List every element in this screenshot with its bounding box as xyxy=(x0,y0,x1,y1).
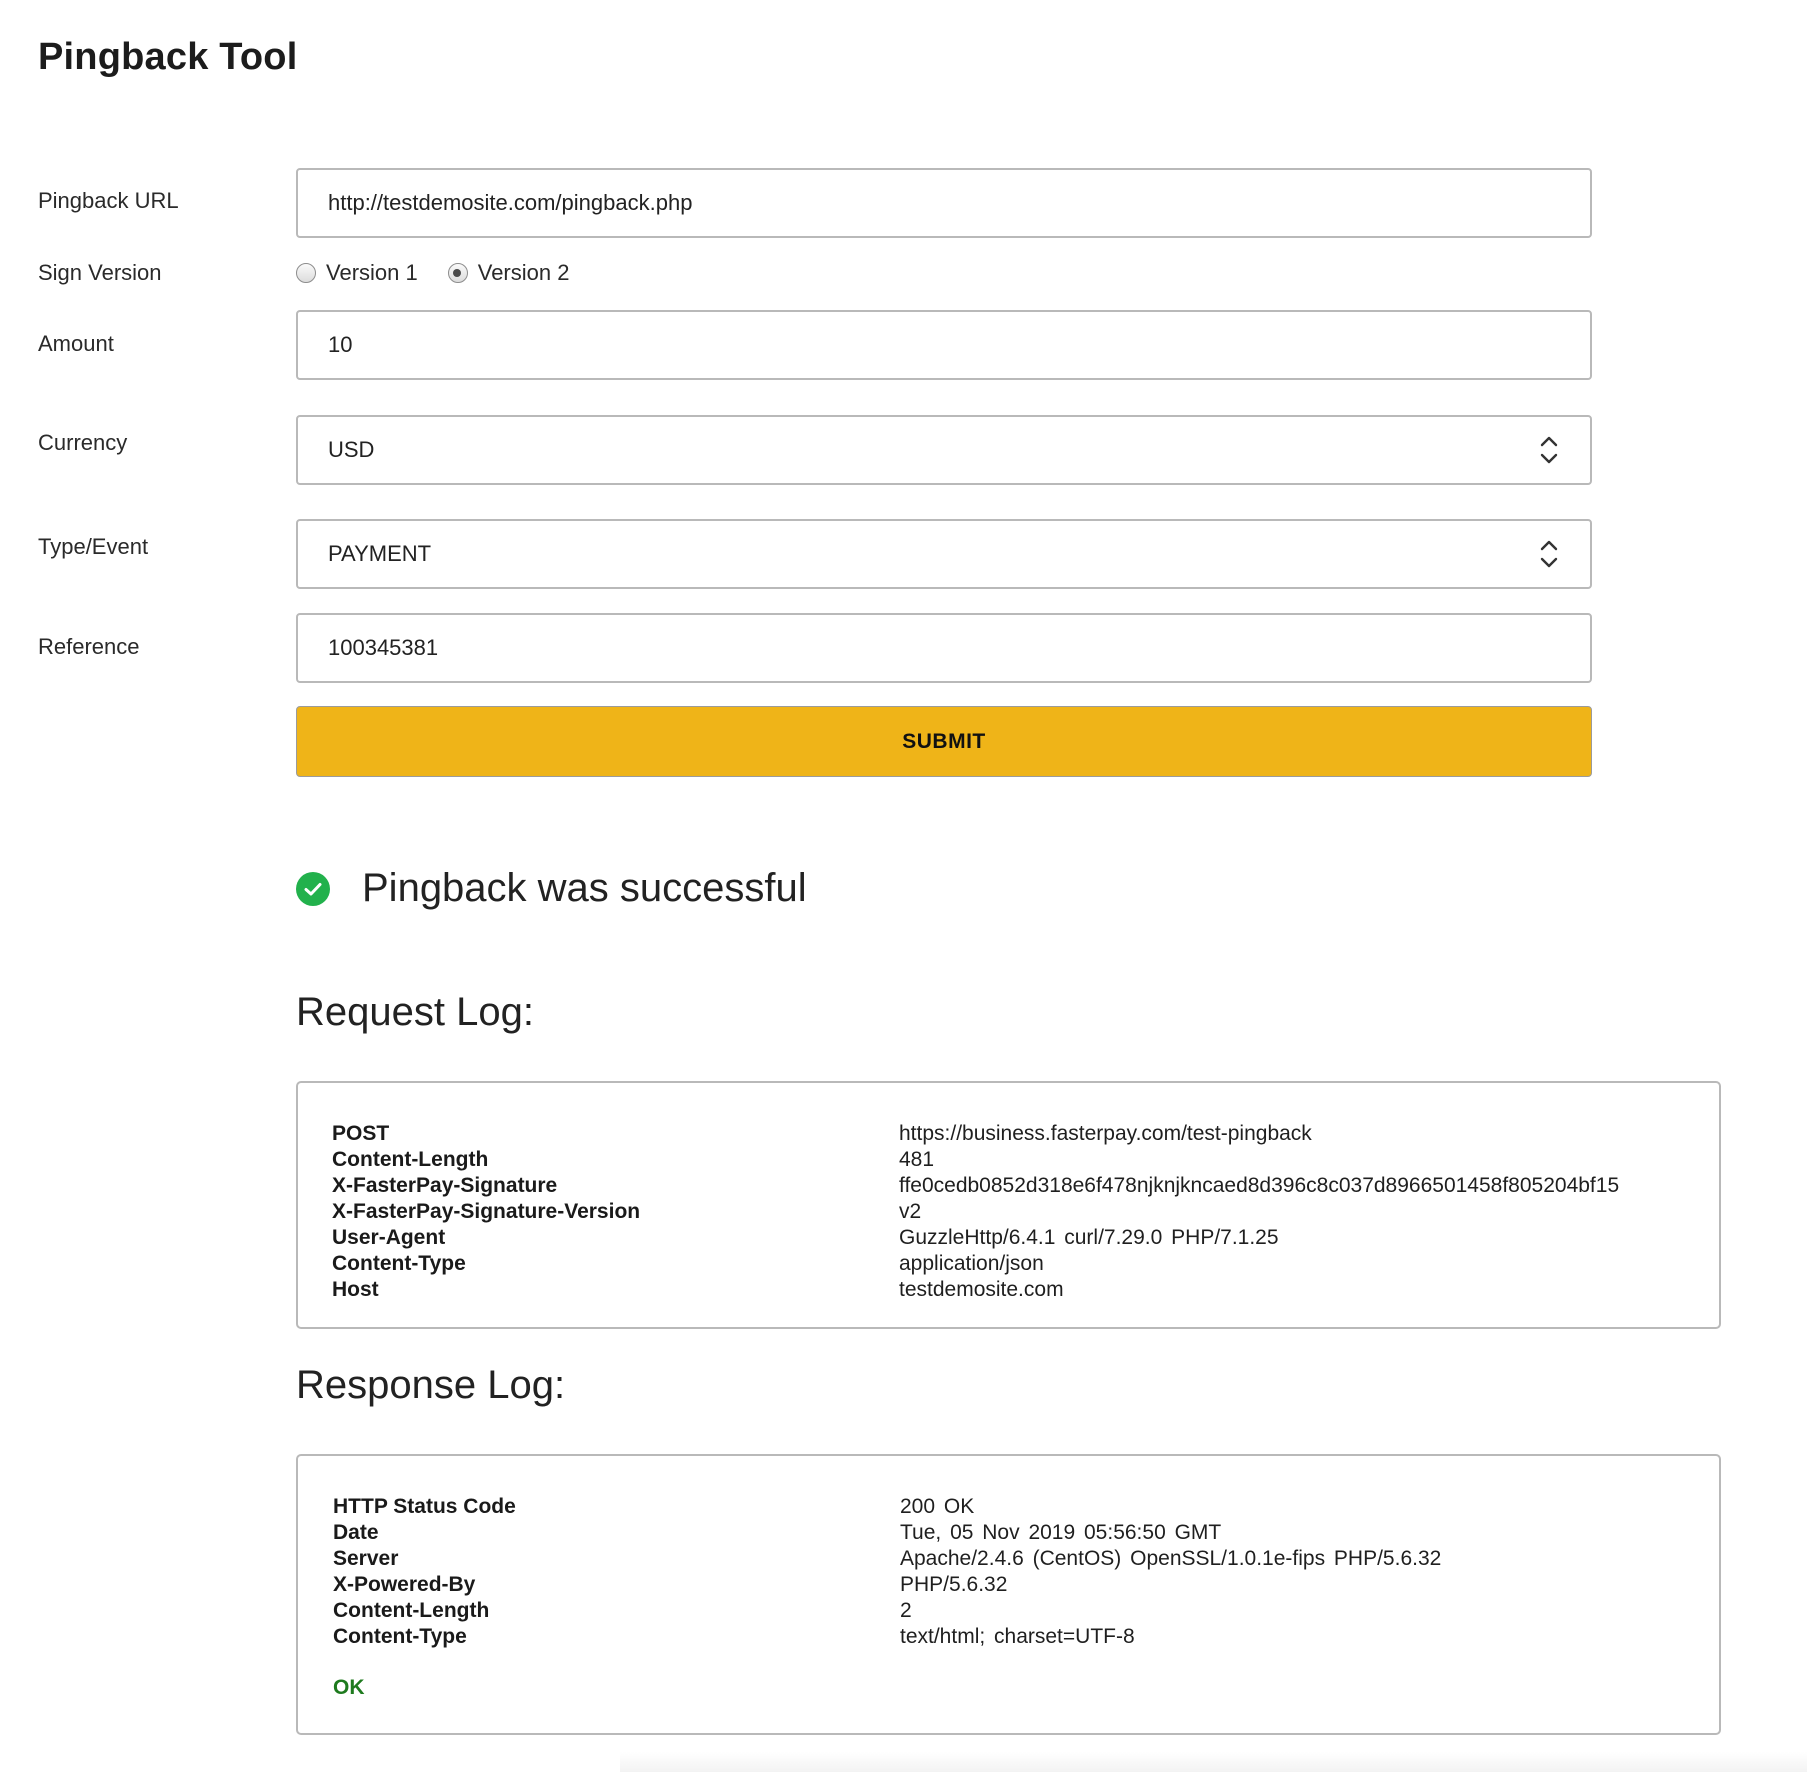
response-log-key: Content-Type xyxy=(333,1625,467,1648)
success-message xyxy=(296,866,807,911)
response-log-value: PHP/5.6.32 xyxy=(900,1573,1008,1596)
table-row xyxy=(333,1598,1441,1624)
request-log-value: application/json xyxy=(899,1252,1044,1275)
radio-version-2-circle[interactable] xyxy=(448,263,468,283)
table-row xyxy=(333,1520,1441,1546)
table-row xyxy=(332,1147,1619,1173)
reference-value: 100345381 xyxy=(328,635,439,660)
table-row xyxy=(333,1494,1441,1520)
request-log-key: Content-Length xyxy=(332,1148,489,1171)
response-body-status: OK xyxy=(333,1676,365,1699)
response-log-value: 2 xyxy=(900,1599,912,1622)
radio-version-1-label: Version 1 xyxy=(326,260,418,285)
request-log-box xyxy=(296,1081,1721,1329)
chevron-up-down-icon xyxy=(1538,433,1560,467)
response-log-key: X-Powered-By xyxy=(333,1573,476,1596)
request-log-table xyxy=(332,1121,1619,1303)
response-log-value: 200 OK xyxy=(900,1495,975,1518)
radio-version-1-circle[interactable] xyxy=(296,263,316,283)
table-row xyxy=(332,1121,1619,1147)
response-log-key: Content-Length xyxy=(333,1599,490,1622)
response-log-key: Date xyxy=(333,1521,379,1544)
submit-button[interactable]: SUBMIT xyxy=(296,706,1592,777)
table-row xyxy=(332,1199,1619,1225)
request-log-key: X-FasterPay-Signature xyxy=(332,1174,558,1197)
request-log-key: Host xyxy=(332,1278,379,1301)
currency-select[interactable] xyxy=(296,415,1592,485)
request-log-key: Content-Type xyxy=(332,1252,466,1275)
response-log-value: Tue, 05 Nov 2019 05:56:50 GMT xyxy=(900,1521,1222,1544)
pingback-url-input[interactable] xyxy=(296,168,1592,238)
request-log-value: ffe0cedb0852d318e6f478njknjkncaed8d396c8c037d8966501458f805204bf15 xyxy=(899,1174,1620,1197)
currency-value: USD xyxy=(328,437,375,462)
request-log-value: https://business.fasterpay.com/test-pingback xyxy=(899,1122,1312,1145)
type-event-label: Type/Event xyxy=(38,534,149,559)
page-title: Pingback Tool xyxy=(38,36,298,78)
sign-version-label: Sign Version xyxy=(38,260,162,285)
response-log-key: Server xyxy=(333,1547,399,1570)
response-log-value: Apache/2.4.6 (CentOS) OpenSSL/1.0.1e-fips PHP/5.6.32 xyxy=(900,1547,1442,1570)
request-log-value: 481 xyxy=(899,1148,935,1171)
response-log-table xyxy=(333,1494,1441,1650)
amount-value: 10 xyxy=(328,332,353,357)
request-log-value: testdemosite.com xyxy=(899,1278,1064,1301)
chevron-up-down-icon xyxy=(1538,537,1560,571)
pingback-url-label: Pingback URL xyxy=(38,188,179,213)
table-row xyxy=(332,1277,1619,1303)
radio-version-2-label: Version 2 xyxy=(477,260,570,285)
radio-version-2[interactable] xyxy=(448,260,570,286)
sign-version-radio-group xyxy=(296,258,599,288)
pingback-url-value: http://testdemosite.com/pingback.php xyxy=(328,190,693,215)
request-log-value: GuzzleHttp/6.4.1 curl/7.29.0 PHP/7.1.25 xyxy=(899,1226,1279,1249)
type-event-select[interactable] xyxy=(296,519,1592,589)
request-log-value: v2 xyxy=(899,1200,922,1223)
table-row xyxy=(333,1572,1441,1598)
currency-label: Currency xyxy=(38,430,128,455)
table-row xyxy=(332,1173,1619,1199)
type-event-value: PAYMENT xyxy=(328,541,432,566)
table-row xyxy=(332,1251,1619,1277)
amount-input[interactable] xyxy=(296,310,1592,380)
table-row xyxy=(333,1624,1441,1650)
request-log-key: User-Agent xyxy=(332,1226,446,1249)
request-log-key: X-FasterPay-Signature-Version xyxy=(332,1200,641,1223)
response-log-value: text/html; charset=UTF-8 xyxy=(900,1625,1135,1648)
check-circle-icon xyxy=(296,872,330,906)
request-log-title: Request Log: xyxy=(296,990,534,1034)
amount-label: Amount xyxy=(38,331,114,356)
success-text: Pingback was successful xyxy=(362,866,807,910)
bottom-shadow xyxy=(620,1752,1807,1772)
radio-version-1[interactable] xyxy=(296,260,418,286)
table-row xyxy=(333,1546,1441,1572)
response-log-title: Response Log: xyxy=(296,1363,566,1407)
reference-input[interactable] xyxy=(296,613,1592,683)
table-row xyxy=(332,1225,1619,1251)
reference-label: Reference xyxy=(38,634,140,659)
response-log-key: HTTP Status Code xyxy=(333,1495,516,1518)
response-log-box xyxy=(296,1454,1721,1735)
request-log-key: POST xyxy=(332,1122,390,1145)
